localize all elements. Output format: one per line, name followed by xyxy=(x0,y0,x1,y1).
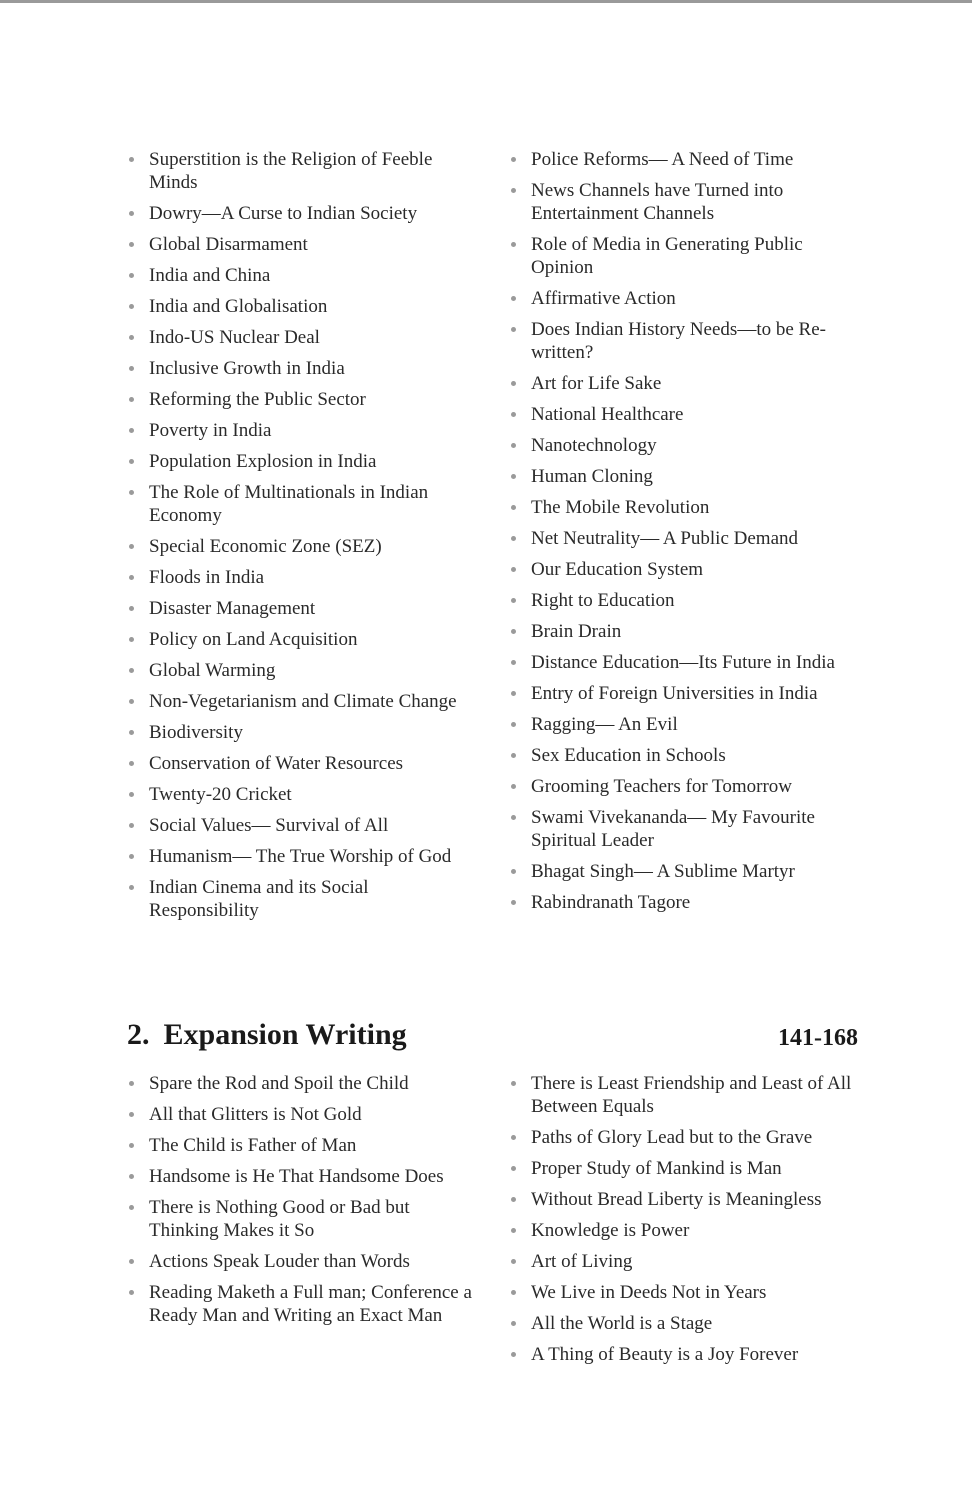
list-item: There is Nothing Good or Bad but Thinking Makes it So xyxy=(127,1196,477,1242)
list-item: Does Indian History Needs—to be Re-written? xyxy=(509,318,861,364)
list-item: Indian Cinema and its Social Responsibility xyxy=(127,876,472,922)
list-item: Special Economic Zone (SEZ) xyxy=(127,535,472,558)
list-item: All the World is a Stage xyxy=(509,1312,861,1335)
list-item: Distance Education—Its Future in India xyxy=(509,651,861,674)
list-item: The Child is Father of Man xyxy=(127,1134,477,1157)
list-item: The Mobile Revolution xyxy=(509,496,861,519)
list-item: Policy on Land Acquisition xyxy=(127,628,472,651)
top-border xyxy=(0,0,972,3)
list-item: Sex Education in Schools xyxy=(509,744,861,767)
list-item: Human Cloning xyxy=(509,465,861,488)
list-item: Role of Media in Generating Public Opinion xyxy=(509,233,861,279)
list-item: Paths of Glory Lead but to the Grave xyxy=(509,1126,861,1149)
topics-list-right xyxy=(509,148,861,922)
list-item: National Healthcare xyxy=(509,403,861,426)
list-item: Social Values— Survival of All xyxy=(127,814,472,837)
list-item: Disaster Management xyxy=(127,597,472,620)
list-item: Inclusive Growth in India xyxy=(127,357,472,380)
list-item: Humanism— The True Worship of God xyxy=(127,845,472,868)
list-item: There is Least Friendship and Least of All Between Equals xyxy=(509,1072,861,1118)
list-item: Bhagat Singh— A Sublime Martyr xyxy=(509,860,861,883)
list-item: Floods in India xyxy=(127,566,472,589)
list-item: Conservation of Water Resources xyxy=(127,752,472,775)
list-item: Swami Vivekananda— My Favourite Spiritual Leader xyxy=(509,806,861,852)
list-item: Indo-US Nuclear Deal xyxy=(127,326,472,349)
list-item: A Thing of Beauty is a Joy Forever xyxy=(509,1343,861,1366)
list-item: India and China xyxy=(127,264,472,287)
list-item: News Channels have Turned into Entertainment Channels xyxy=(509,179,861,225)
list-item: The Role of Multinationals in Indian Economy xyxy=(127,481,472,527)
list-item: Grooming Teachers for Tomorrow xyxy=(509,775,861,798)
list-item: Population Explosion in India xyxy=(127,450,472,473)
list-item: Handsome is He That Handsome Does xyxy=(127,1165,477,1188)
expansion-list-left xyxy=(127,1072,477,1335)
section-title: Expansion Writing xyxy=(163,1018,407,1051)
list-item: Non-Vegetarianism and Climate Change xyxy=(127,690,472,713)
list-item: Knowledge is Power xyxy=(509,1219,861,1242)
list-item: Dowry—A Curse to Indian Society xyxy=(127,202,472,225)
section-number: 2. xyxy=(127,1018,150,1051)
list-item: Rabindranath Tagore xyxy=(509,891,861,914)
list-item: Nanotechnology xyxy=(509,434,861,457)
list-item: Proper Study of Mankind is Man xyxy=(509,1157,861,1180)
topics-list-left xyxy=(127,148,472,930)
list-item: India and Globalisation xyxy=(127,295,472,318)
list-item: Reforming the Public Sector xyxy=(127,388,472,411)
list-item: Reading Maketh a Full man; Conference a Ready Man and Writing an Exact Man xyxy=(127,1281,477,1327)
list-item: Poverty in India xyxy=(127,419,472,442)
list-item: Ragging— An Evil xyxy=(509,713,861,736)
list-item: We Live in Deeds Not in Years xyxy=(509,1281,861,1304)
list-item: Global Disarmament xyxy=(127,233,472,256)
list-item: Without Bread Liberty is Meaningless xyxy=(509,1188,861,1211)
list-item: Art of Living xyxy=(509,1250,861,1273)
list-item: Right to Education xyxy=(509,589,861,612)
list-item: Our Education System xyxy=(509,558,861,581)
list-item: All that Glitters is Not Gold xyxy=(127,1103,477,1126)
list-item: Entry of Foreign Universities in India xyxy=(509,682,861,705)
list-item: Superstition is the Religion of Feeble Minds xyxy=(127,148,472,194)
list-item: Net Neutrality— A Public Demand xyxy=(509,527,861,550)
list-item: Art for Life Sake xyxy=(509,372,861,395)
list-item: Brain Drain xyxy=(509,620,861,643)
list-item: Spare the Rod and Spoil the Child xyxy=(127,1072,477,1095)
list-item: Affirmative Action xyxy=(509,287,861,310)
section-heading xyxy=(127,1018,407,1052)
list-item: Global Warming xyxy=(127,659,472,682)
list-item: Biodiversity xyxy=(127,721,472,744)
expansion-list-right xyxy=(509,1072,861,1374)
page-range: 141-168 xyxy=(778,1025,858,1051)
list-item: Twenty-20 Cricket xyxy=(127,783,472,806)
list-item: Police Reforms— A Need of Time xyxy=(509,148,861,171)
list-item: Actions Speak Louder than Words xyxy=(127,1250,477,1273)
